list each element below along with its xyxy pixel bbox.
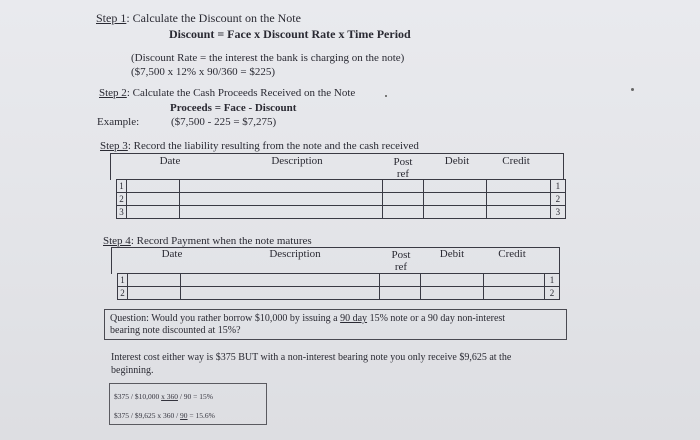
calculation-box [109,383,267,425]
step3-heading [100,140,419,152]
step3-col-debit: Debit [444,155,470,167]
debit-cell[interactable] [421,274,484,287]
table-row [118,274,560,287]
credit-cell[interactable] [487,206,550,219]
step4-col-description: Description [269,248,321,260]
question-90-day-mark: 90 day [340,313,368,324]
step2-label: Step 2 [99,87,127,99]
step4-col-date: Date [161,248,183,260]
post-ref-cell[interactable] [382,206,423,219]
step2-heading [99,87,355,99]
discount-example: ($7,500 x 12% x 90/360 = $225) [131,66,275,78]
step3-col-description: Description [271,155,323,167]
question-box [104,309,567,340]
stray-mark [385,95,387,97]
example-label: Example: [97,116,140,128]
row-number: 2 [118,287,128,300]
step3-title: : Record the liability resulting from the note and the cash received [127,140,419,152]
step4-col-ref: ref [394,261,408,273]
post-ref-cell[interactable] [380,287,421,300]
description-cell[interactable] [181,274,380,287]
debit-cell[interactable] [424,180,487,193]
step2-title: : Calculate the Cash Proceeds Received on the Note [126,87,356,99]
table-row [117,180,566,193]
proceeds-example: ($7,500 - 225 = $7,275) [171,116,277,128]
table-row [117,206,566,219]
right-row-number: 3 [550,206,565,219]
calc-line-1: $375 / $10,000 x 360 / 90 = 15% [114,392,214,401]
row-number: 2 [117,193,127,206]
date-cell[interactable] [127,193,180,206]
step4-label: Step 4 [103,235,131,247]
step3-label: Step 3 [100,140,128,152]
right-row-number: 2 [550,193,565,206]
step1-label: Step 1 [96,11,127,25]
row-number: 3 [117,206,127,219]
credit-cell[interactable] [484,274,545,287]
step4-col-debit: Debit [439,248,465,260]
debit-cell[interactable] [424,193,487,206]
date-cell[interactable] [127,206,180,219]
description-cell[interactable] [181,287,380,300]
step4-title: : Record Payment when the note matures [130,235,312,247]
proceeds-formula: Proceeds = Face - Discount [170,102,297,114]
step4-col-post: Post [391,249,411,261]
discount-formula: Discount = Face x Discount Rate x Time Period [169,27,411,41]
right-row-number: 1 [545,274,560,287]
step4-col-credit: Credit [498,248,526,260]
question-line-1: Question: Would you rather borrow $10,000 by issuing a 90 day 15% note or a 90 day non-interest [110,313,506,324]
calc-line-2: $375 / $9,625 x 360 / 90 = 15.6% [114,411,215,420]
step1-heading [96,11,301,26]
step1-title: : Calculate the Discount on the Note [126,11,301,25]
date-cell[interactable] [128,274,181,287]
question-line-2: bearing note discounted at 15%? [110,325,241,336]
table-row [118,287,560,300]
step4-journal-table [117,273,560,300]
discount-rate-note: (Discount Rate = the interest the bank is charging on the note) [131,52,405,64]
description-cell[interactable] [180,193,382,206]
step3-col-ref: ref [396,168,410,180]
step3-journal-table [116,179,566,219]
step3-col-post: Post [393,156,413,168]
debit-cell[interactable] [424,206,487,219]
credit-cell[interactable] [484,287,545,300]
description-cell[interactable] [180,206,382,219]
date-cell[interactable] [128,287,181,300]
step3-col-date: Date [159,155,181,167]
credit-cell[interactable] [487,193,550,206]
step3-col-credit: Credit [502,155,530,167]
calc-underline-360: x 360 [161,392,178,401]
answer-line-1: Interest cost either way is $375 BUT with a non-interest bearing note you only receive $9,625 at the [111,352,512,363]
answer-line-2: beginning. [111,365,154,376]
right-row-number: 1 [550,180,565,193]
post-ref-cell[interactable] [380,274,421,287]
description-cell[interactable] [180,180,382,193]
post-ref-cell[interactable] [382,180,423,193]
date-cell[interactable] [127,180,180,193]
right-row-number: 2 [545,287,560,300]
step4-heading [103,235,312,247]
row-number: 1 [117,180,127,193]
debit-cell[interactable] [421,287,484,300]
credit-cell[interactable] [487,180,550,193]
row-number: 1 [118,274,128,287]
calc-underline-90: 90 [180,411,188,420]
post-ref-cell[interactable] [382,193,423,206]
stray-dot [631,88,634,91]
table-row [117,193,566,206]
